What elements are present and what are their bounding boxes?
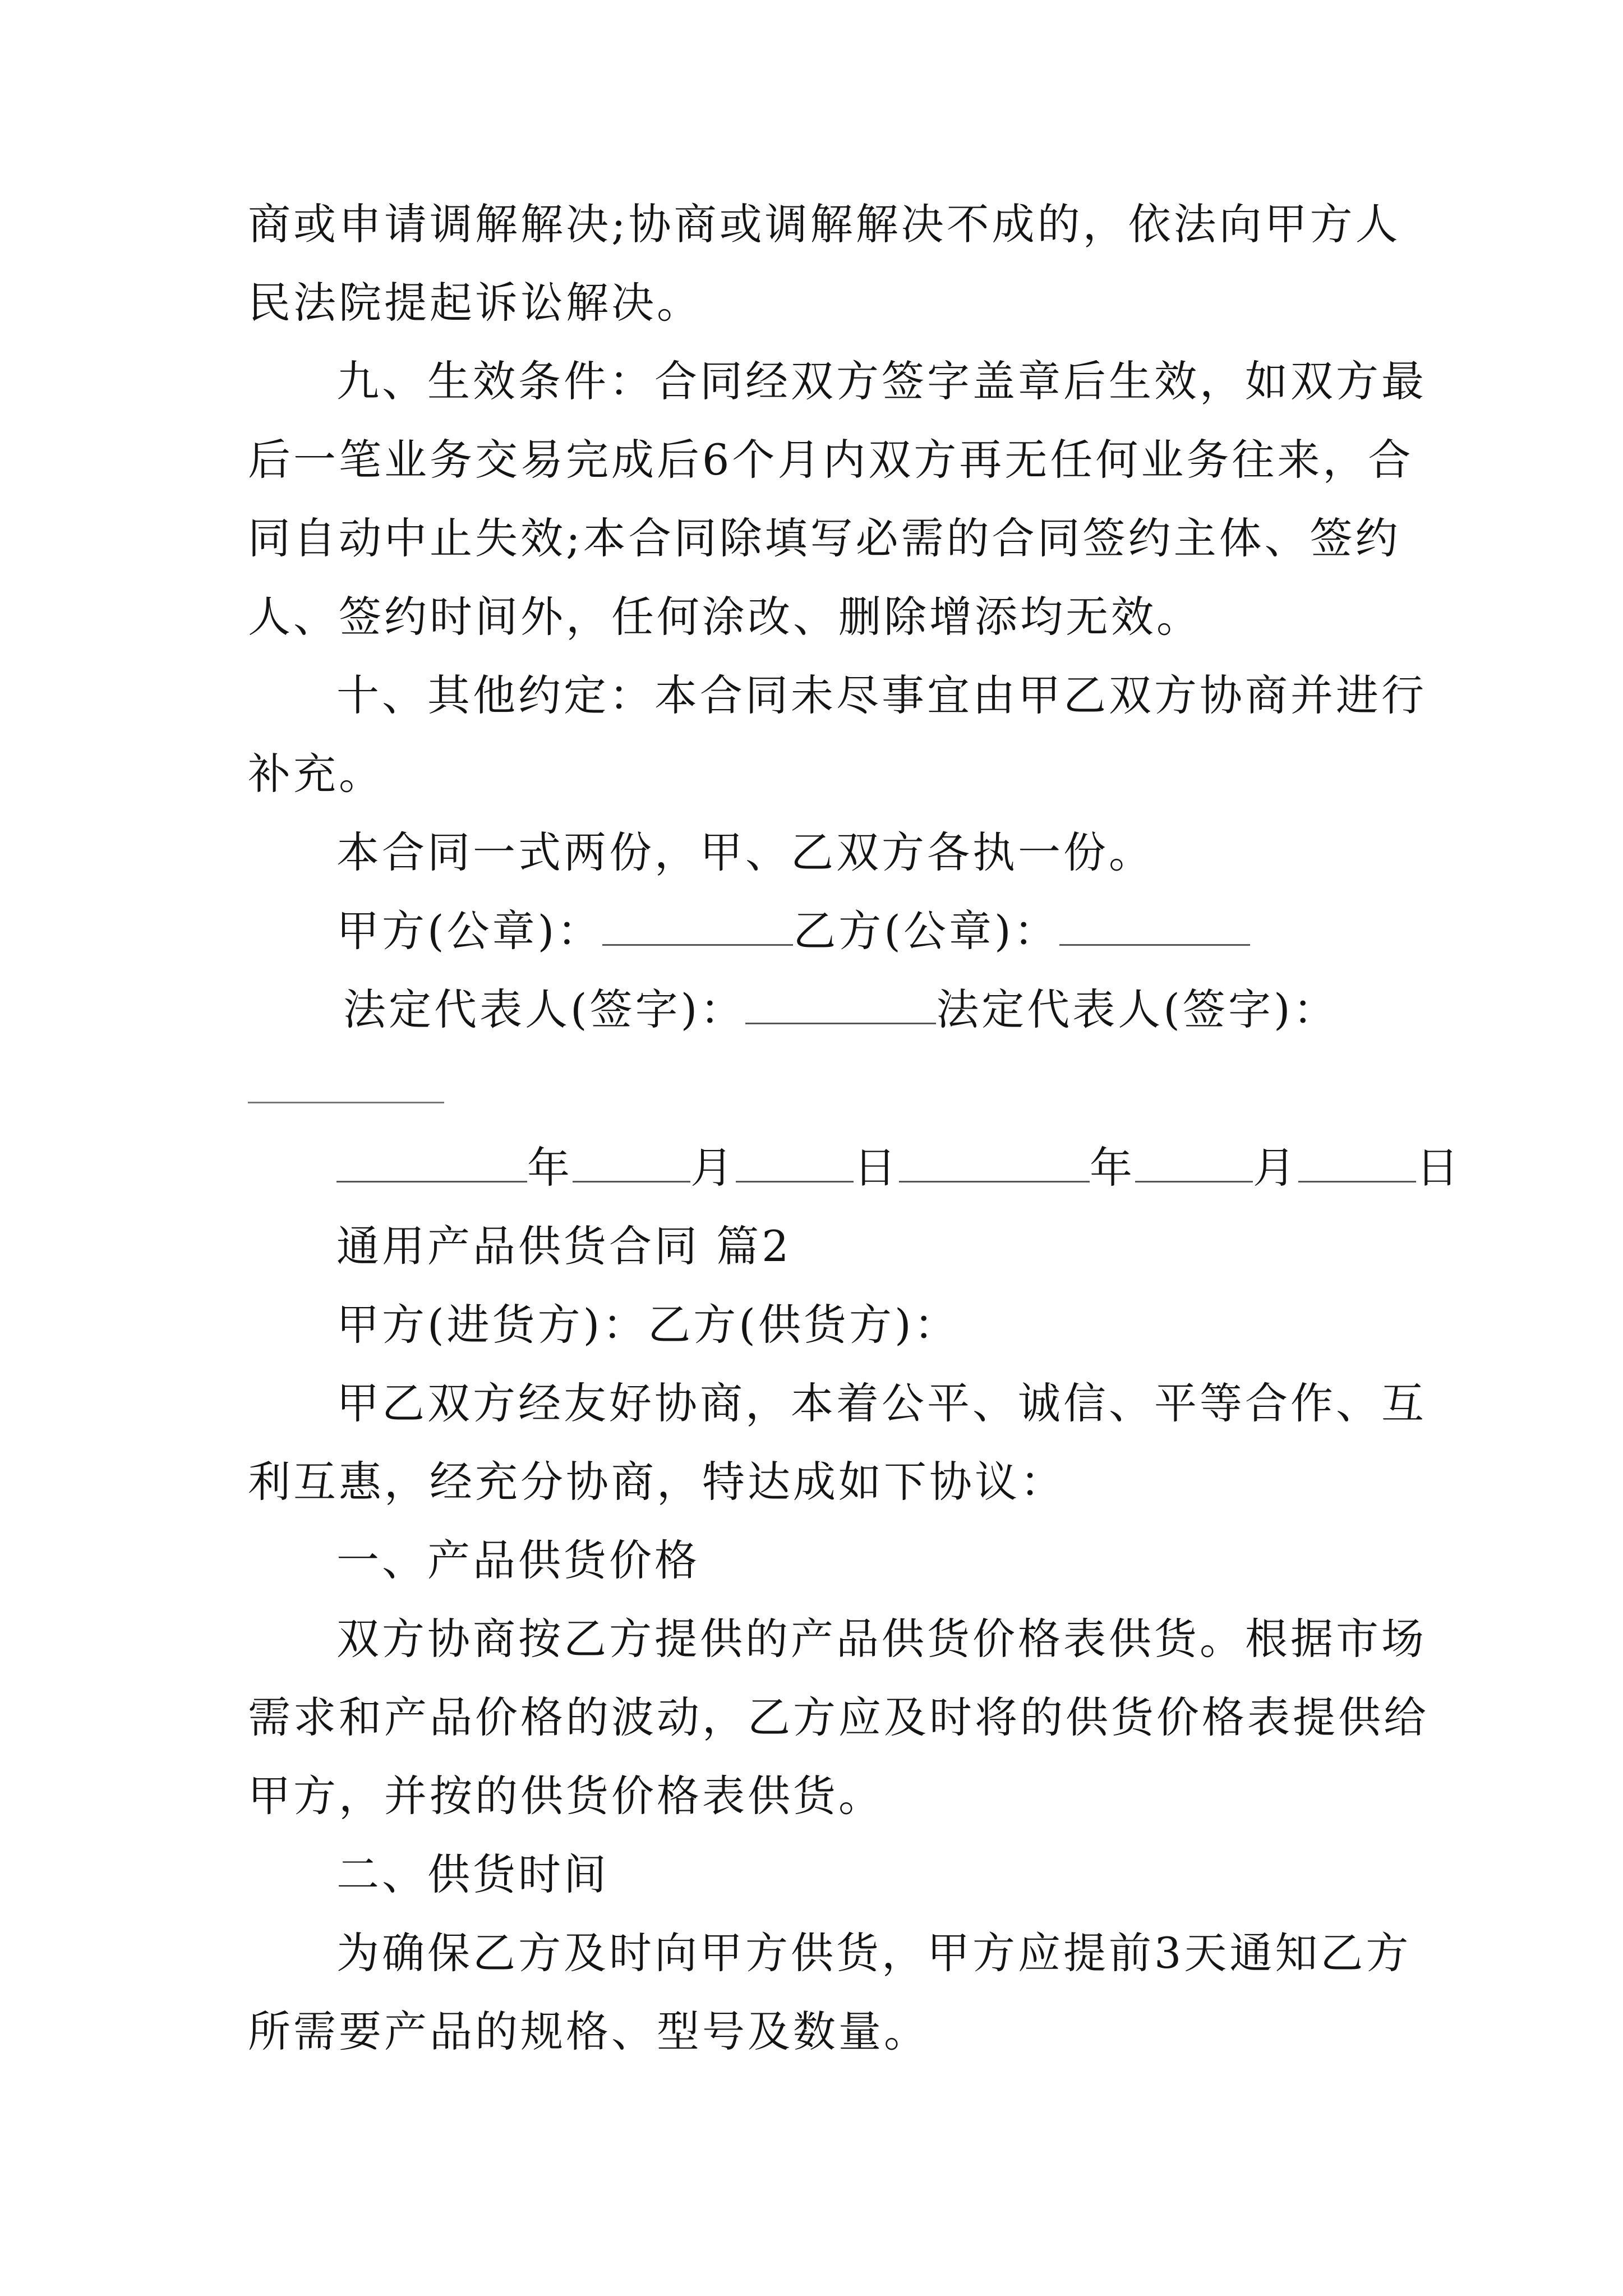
date-line (336, 1140, 1461, 1196)
paragraph-line: 后一笔业务交易完成后6个月内双方再无任何业务往来，合 (248, 435, 1414, 485)
paragraph-line: 本合同一式两份，甲、乙双方各执一份。 (336, 827, 1154, 877)
paragraph-line: 九、生效条件：合同经双方签字盖章后生效，如双方最 (336, 356, 1427, 406)
paragraph-line: 民法院提起诉讼解决。 (248, 278, 702, 328)
paragraph-line: 利互惠，经充分协商，特达成如下协议： (248, 1457, 1066, 1507)
paragraph-line: 补充。 (248, 749, 384, 799)
clause-heading: 二、供货时间 (336, 1849, 609, 1899)
seal-line (336, 903, 1250, 959)
paragraph-line: 需求和产品价格的波动，乙方应及时将的供货价格表提供给 (248, 1692, 1429, 1742)
party-b-year-blank (899, 1142, 1090, 1182)
representative-line (343, 982, 1339, 1038)
day-label: 日 (854, 1143, 899, 1193)
year-label: 年 (1090, 1143, 1135, 1193)
paragraph-line: 商或申请调解解决;协商或调解解决不成的，依法向甲方人 (248, 199, 1401, 249)
party-a-seal-label: 甲方(公章)： (336, 906, 603, 956)
paragraph-line: 为确保乙方及时向甲方供货，甲方应提前3天通知乙方 (336, 1928, 1412, 1978)
party-b-seal-blank (1059, 905, 1250, 946)
paragraph-line: 双方协商按乙方提供的产品供货价格表供货。根据市场 (336, 1614, 1427, 1664)
paragraph-line: 所需要产品的规格、型号及数量。 (248, 2007, 929, 2056)
paragraph-line: 同自动中止失效;本合同除填写必需的合同签约主体、签约 (248, 513, 1401, 563)
parties-line: 甲方(进货方)：乙方(供货方)： (336, 1300, 960, 1350)
clause-heading: 一、产品供货价格 (336, 1535, 700, 1585)
paragraph-line: 甲乙双方经友好协商，本着公平、诚信、平等合作、互 (336, 1378, 1427, 1428)
party-b-month-blank (1135, 1142, 1253, 1182)
party-b-seal-label: 乙方(公章)： (793, 906, 1059, 956)
paragraph-line: 十、其他约定：本合同未尽事宜由甲乙双方协商并进行 (336, 670, 1427, 720)
party-b-rep-label: 法定代表人(签字)： (936, 984, 1339, 1034)
party-a-year-blank (336, 1142, 527, 1182)
party-a-seal-blank (602, 905, 793, 946)
party-a-rep-label: 法定代表人(签字)： (343, 984, 746, 1034)
section-title: 通用产品供货合同 篇2 (336, 1221, 792, 1271)
party-a-rep-blank (745, 983, 936, 1024)
day-label: 日 (1416, 1143, 1461, 1193)
party-b-day-blank (1298, 1142, 1416, 1182)
month-label: 月 (1253, 1143, 1298, 1193)
party-b-rep-blank (248, 1102, 444, 1103)
party-a-day-blank (736, 1142, 854, 1182)
paragraph-line: 人、签约时间外，任何涂改、删除增添均无效。 (248, 592, 1202, 642)
paragraph-line: 甲方，并按的供货价格表供货。 (248, 1771, 884, 1821)
month-label: 月 (690, 1143, 736, 1193)
party-a-month-blank (573, 1142, 690, 1182)
year-label: 年 (527, 1143, 573, 1193)
